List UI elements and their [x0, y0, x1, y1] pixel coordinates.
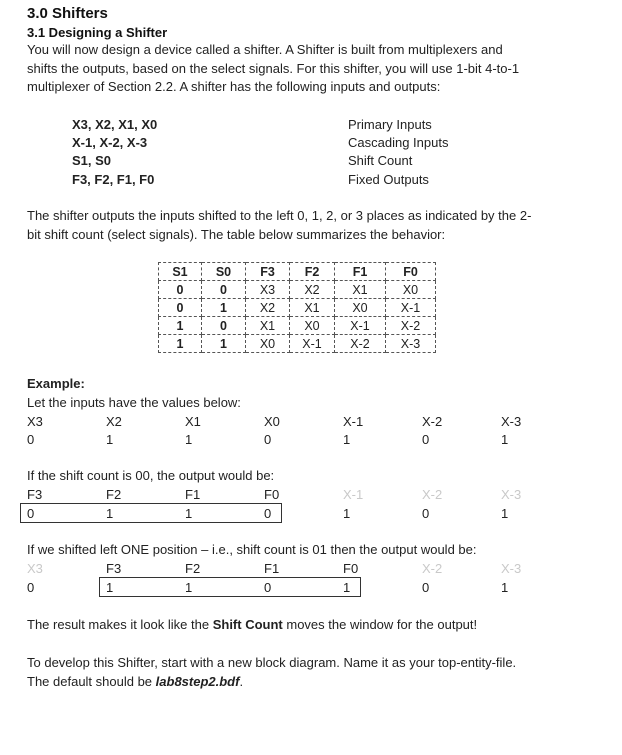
shift-truth-table: [158, 262, 436, 353]
output-label-dimmed: X-2: [422, 487, 443, 502]
output-value: 1: [106, 506, 114, 521]
table-cell: X-1: [386, 299, 436, 317]
output-label: F3: [106, 561, 122, 576]
output-value: 1: [501, 506, 509, 521]
input-value: 0: [264, 432, 272, 447]
output-label: F3: [27, 487, 43, 502]
output-value: 1: [185, 580, 193, 595]
output-value: 1: [343, 506, 351, 521]
table-row: [159, 317, 436, 335]
input-value: 1: [343, 432, 351, 447]
io-signals: X-1, X-2, X-3: [72, 135, 148, 150]
table-cell: X1: [246, 317, 290, 335]
result-sentence: [27, 617, 477, 632]
io-description: Fixed Outputs: [348, 172, 429, 187]
output-label: F0: [264, 487, 280, 502]
input-value: 1: [106, 432, 114, 447]
output-value: 0: [27, 506, 35, 521]
output-value: 0: [264, 580, 272, 595]
input-label: X1: [185, 414, 201, 429]
table-header-cell: F1: [335, 263, 386, 281]
table-row: [159, 335, 436, 353]
input-value: 0: [27, 432, 35, 447]
output-value: 1: [501, 580, 509, 595]
input-label: X3: [27, 414, 43, 429]
intro-line: shifts the outputs, based on the select signals. For this shifter, you will use 1-bit 4-to-1: [27, 60, 520, 76]
table-cell: 0: [159, 281, 202, 299]
case1-output-window: [20, 503, 282, 523]
table-cell: X0: [335, 299, 386, 317]
case2-output-window: [99, 577, 361, 597]
table-header-cell: S0: [202, 263, 246, 281]
table-cell: X0: [386, 281, 436, 299]
intro-line: You will now design a device called a shifter. A Shifter is built from multiplexers and: [27, 42, 503, 57]
table-cell: X-2: [386, 317, 436, 335]
input-label: X-3: [501, 414, 522, 429]
example-intro: Let the inputs have the values below:: [27, 395, 241, 410]
table-cell: X3: [246, 281, 290, 299]
output-value: 0: [422, 506, 430, 521]
table-cell: X0: [246, 335, 290, 353]
io-signals: F3, F2, F1, F0: [72, 172, 155, 187]
input-label: X-1: [343, 414, 364, 429]
table-header-cell: F0: [386, 263, 436, 281]
output-label-dimmed: X3: [27, 561, 43, 576]
output-label-dimmed: X-1: [343, 487, 364, 502]
develop-line: To develop this Shifter, start with a new block diagram. Name it as your top-entity-file.: [27, 655, 517, 670]
output-value: 1: [185, 506, 193, 521]
input-value: 1: [185, 432, 193, 447]
output-label-dimmed: X-2: [422, 561, 443, 576]
output-label: F2: [106, 487, 122, 502]
table-cell: X1: [335, 281, 386, 299]
input-label: X2: [106, 414, 122, 429]
default-filename: lab8step2.bdf: [155, 673, 240, 689]
table-cell: X1: [290, 299, 335, 317]
section-title: 3.0 Shifters: [27, 5, 108, 22]
table-cell: 0: [159, 299, 202, 317]
output-label-dimmed: X-3: [501, 487, 522, 502]
output-label: F2: [185, 561, 201, 576]
develop-paragraph: [27, 654, 516, 691]
behavior-paragraph: [27, 207, 531, 244]
subsection-title: 3.1 Designing a Shifter: [27, 25, 168, 40]
table-header-cell: F2: [290, 263, 335, 281]
io-signals: S1, S0: [72, 153, 112, 168]
output-label-dimmed: X-3: [501, 561, 522, 576]
input-value: 0: [422, 432, 430, 447]
case1-text: If the shift count is 00, the output would be:: [27, 468, 275, 483]
table-cell: 1: [159, 335, 202, 353]
io-description: Primary Inputs: [348, 117, 432, 132]
output-label: F0: [343, 561, 359, 576]
input-label: X-2: [422, 414, 443, 429]
result-text: moves the window for the output!: [282, 617, 478, 632]
table-header-cell: S1: [159, 263, 202, 281]
io-description: Cascading Inputs: [348, 135, 449, 150]
output-label: F1: [264, 561, 280, 576]
output-value: 1: [106, 580, 114, 595]
table-cell: X-2: [335, 335, 386, 353]
table-row: [159, 281, 436, 299]
develop-text: .: [239, 673, 244, 689]
table-row: [159, 299, 436, 317]
output-value: 1: [343, 580, 351, 595]
output-value: 0: [264, 506, 272, 521]
table-cell: 1: [202, 335, 246, 353]
input-value: 1: [501, 432, 509, 447]
behavior-line: The shifter outputs the inputs shifted to the left 0, 1, 2, or 3 places as indicated by the 2-: [27, 208, 532, 223]
table-cell: 0: [202, 317, 246, 335]
result-text: The result makes it look like the: [27, 617, 213, 632]
example-heading: Example:: [27, 376, 85, 391]
table-cell: 1: [159, 317, 202, 335]
table-cell: X-3: [386, 335, 436, 353]
behavior-line: bit shift count (select signals). The table below summarizes the behavior:: [27, 226, 446, 242]
table-cell: X-1: [335, 317, 386, 335]
develop-text: The default should be: [27, 673, 156, 689]
table-cell: X0: [290, 317, 335, 335]
case2-text: If we shifted left ONE position – i.e., shift count is 01 then the output would be:: [27, 542, 477, 557]
table-cell: 0: [202, 281, 246, 299]
table-cell: 1: [202, 299, 246, 317]
output-value: 0: [422, 580, 430, 595]
develop-line: [27, 673, 516, 692]
output-label: F1: [185, 487, 201, 502]
io-signals: X3, X2, X1, X0: [72, 117, 158, 132]
table-cell: X-1: [290, 335, 335, 353]
result-emphasis: Shift Count: [212, 617, 283, 632]
table-header-row: [159, 263, 436, 281]
intro-line: multiplexer of Section 2.2. A shifter has the following inputs and outputs:: [27, 79, 441, 94]
io-description: Shift Count: [348, 153, 413, 168]
intro-paragraph: [27, 41, 519, 97]
input-label: X0: [264, 414, 280, 429]
table-cell: X2: [246, 299, 290, 317]
output-value: 0: [27, 580, 35, 595]
table-header-cell: F3: [246, 263, 290, 281]
table-cell: X2: [290, 281, 335, 299]
